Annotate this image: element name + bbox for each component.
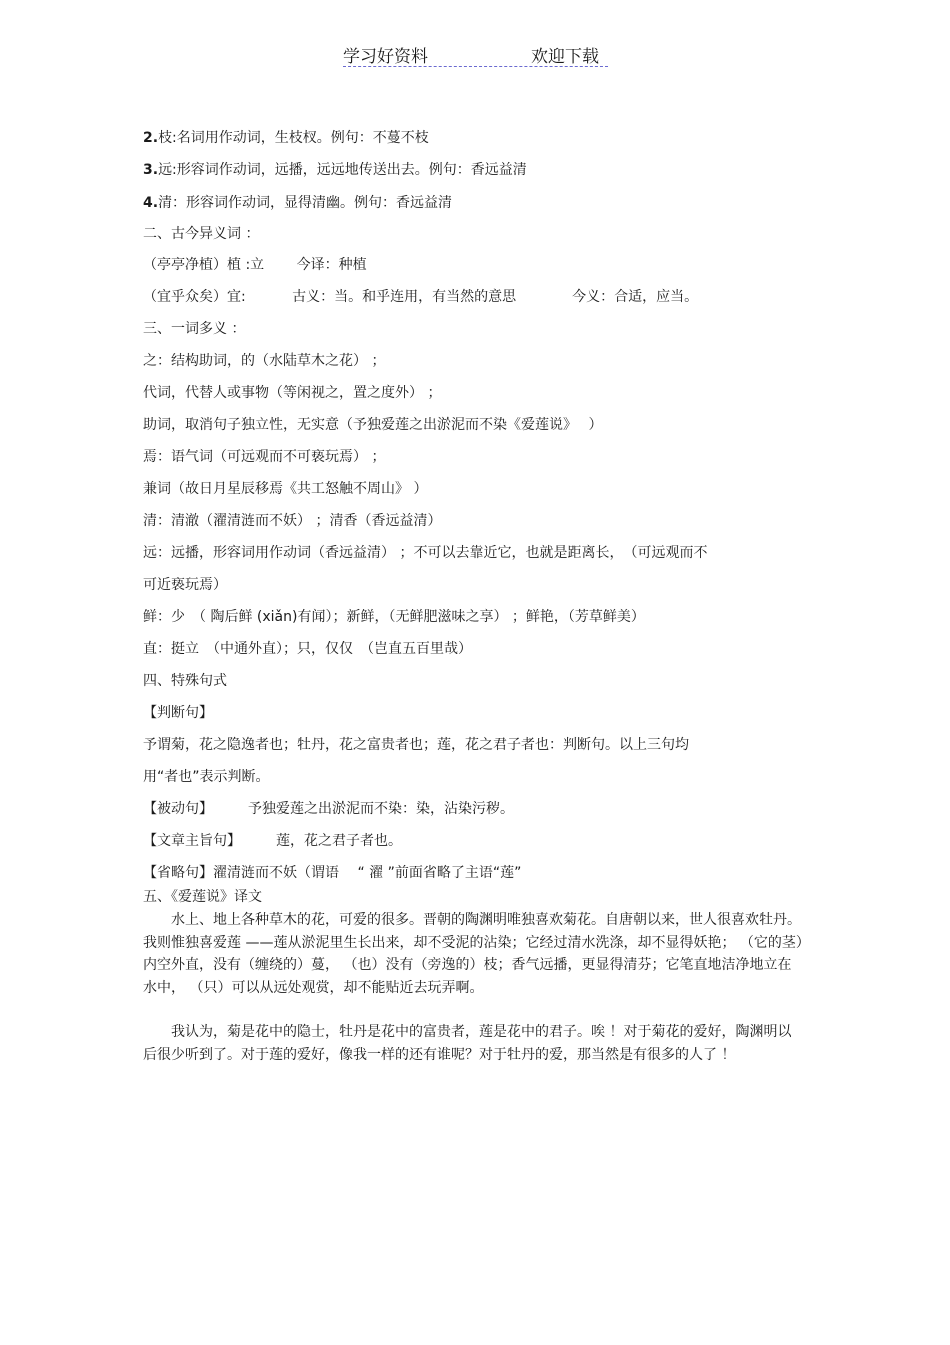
text-line: （宜乎众矣）宜: 古义：当。和乎连用，有当然的意思 今义：合适，应当。 bbox=[143, 289, 699, 305]
text-line: 予谓菊，花之隐逸者也；牡丹，花之富贵者也；莲，花之君子者也：判断句。以上三句均 bbox=[143, 737, 689, 753]
section-heading: 三、一词多义 ： bbox=[143, 321, 246, 337]
text-line: （亭亭净植）植 :立 今译：种植 bbox=[143, 257, 367, 273]
text-line: 可近亵玩焉） bbox=[143, 577, 227, 593]
text-line: 清：清澈（濯清涟而不妖） ；清香（香远益清） bbox=[143, 513, 442, 529]
text-line: 助词，取消句子独立性，无实意（予独爱莲之出淤泥而不染《爱莲说》 ） bbox=[143, 417, 603, 433]
text-line: 远：远播，形容词用作动词（香远益清） ；不可以去靠近它，也就是距离长， （可远观而不 bbox=[143, 545, 708, 561]
text-line: 【文章主旨句】 莲，花之君子者也。 bbox=[143, 833, 402, 849]
translation-paragraph: 水上、地上各种草木的花，可爱的很多。晋朝的陶渊明唯独喜欢菊花。自唐朝以来，世人很喜欢牡丹。我则惟独喜爱莲 ——莲从淤泥里生长出来，却不受泥的沾染；它经过清水洗涤，却不显得妖艳； （它的茎）内空外直，没有（缠绕的）蔓， （也）没有（旁逸的）枝；香气远播，更显得清芬；它笔直地洁净地立在水中， （只）可以从远处观赏，却不能贴近去玩弄啊。 bbox=[143, 912, 803, 996]
text-line: 4.清：形容词作动词，显得清幽。例句：香远益清 bbox=[143, 195, 453, 211]
text-line: 用“者也”表示判断。 bbox=[143, 769, 270, 785]
text-line: 【被动句】 予独爱莲之出淤泥而不染：染，沾染污秽。 bbox=[143, 801, 514, 817]
section-heading: 五、《爱莲说》译文 bbox=[143, 889, 262, 905]
text-line: 【判断句】 bbox=[143, 705, 213, 721]
header-left-text: 学习好资料 bbox=[343, 47, 428, 67]
text-line: 焉：语气词（可远观而不可亵玩焉） ； bbox=[143, 449, 386, 465]
header-right-text: 欢迎下载 bbox=[531, 47, 599, 67]
text-line: 之：结构助词，的（水陆草木之花） ； bbox=[143, 353, 386, 369]
section-heading: 二、古今异义词 ： bbox=[143, 226, 260, 242]
text-line: 3.远:形容词作动词，远播，远远地传送出去。例句：香远益清 bbox=[143, 162, 527, 178]
text-line: 2.枝:名词用作动词，生枝杈。例句：不蔓不枝 bbox=[143, 130, 429, 146]
text-line: 直：挺立 （中通外直）；只，仅仅 （岂直五百里哉） bbox=[143, 641, 472, 657]
text-line: 代词，代替人或事物（等闲视之，置之度外） ； bbox=[143, 385, 442, 401]
section-heading: 四、特殊句式 bbox=[143, 673, 227, 689]
text-line: 【省略句】濯清涟而不妖（谓语 “ 濯 ”前面省略了主语“莲” bbox=[143, 865, 522, 881]
translation-paragraph: 我认为，菊是花中的隐士，牡丹是花中的富贵者，莲是花中的君子。唉 ！对于菊花的爱好，陶渊明以后很少听到了。对于莲的爱好，像我一样的还有谁呢？对于牡丹的爱，那当然是有很多的人了 ！ bbox=[143, 1024, 792, 1063]
page-header bbox=[343, 40, 608, 67]
text-line: 兼词（故日月星辰移焉《共工怒触不周山》 ） bbox=[143, 481, 428, 497]
text-line: 鲜：少 （ 陶后鲜 (xiǎn)有闻）；新鲜，（无鲜肥滋味之享） ；鲜艳，（芳草鲜美） bbox=[143, 609, 645, 625]
